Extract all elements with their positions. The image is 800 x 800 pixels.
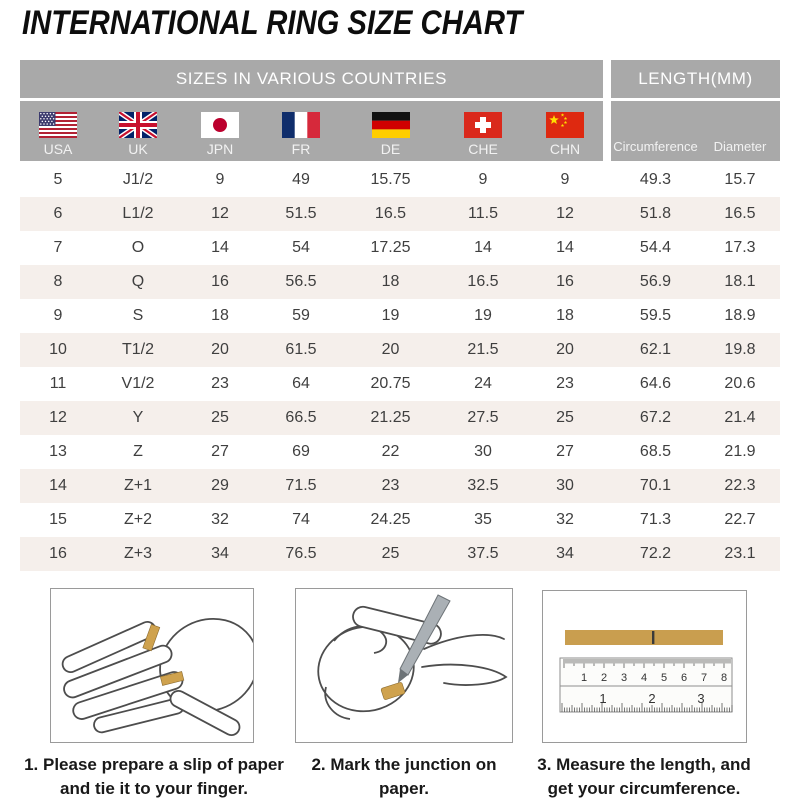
china-flag-icon <box>546 112 584 138</box>
ruler-inch-label: 2 <box>648 691 656 706</box>
col-header-circumference: Circumference <box>613 139 698 154</box>
cell-che: 30 <box>474 443 492 460</box>
country-column-chn <box>527 101 603 161</box>
country-columns <box>20 101 603 161</box>
cell-uk: Q <box>131 273 145 290</box>
cell-de: 25 <box>381 545 400 562</box>
cell-jpn: 27 <box>211 443 229 460</box>
cell-fr: 69 <box>292 443 310 460</box>
ruler-cm-label: 5 <box>660 672 668 684</box>
cell-uk: L1/2 <box>122 205 154 222</box>
cell-circumference: 56.9 <box>639 273 672 290</box>
cell-circumference: 68.5 <box>639 443 672 460</box>
table-row <box>20 401 780 435</box>
cell-che: 21.5 <box>467 341 499 358</box>
cell-chn: 30 <box>556 477 574 494</box>
cell-uk: O <box>131 239 145 256</box>
table-row <box>20 469 780 503</box>
cell-de: 16.5 <box>374 205 407 222</box>
cell-usa: 9 <box>53 307 63 324</box>
cell-uk: S <box>132 307 144 324</box>
table-row <box>20 503 780 537</box>
germany-flag-icon <box>372 112 410 138</box>
cell-chn: 32 <box>556 511 574 528</box>
cell-fr: 54 <box>292 239 310 256</box>
cell-usa: 10 <box>49 341 67 358</box>
page-title: INTERNATIONAL RING SIZE CHART <box>22 4 523 42</box>
country-column-fr <box>260 101 342 161</box>
cell-diameter: 22.7 <box>724 511 756 528</box>
cell-fr: 59 <box>292 307 310 324</box>
cell-usa: 11 <box>49 375 67 392</box>
cell-chn: 12 <box>556 205 574 222</box>
cell-diameter: 23.1 <box>724 545 756 562</box>
ruler-cm-label: 1 <box>580 672 588 684</box>
cell-circumference: 70.1 <box>639 477 672 494</box>
cell-uk: J1/2 <box>122 171 154 188</box>
cell-usa: 15 <box>49 511 67 528</box>
cell-che: 11.5 <box>468 205 498 222</box>
cell-uk: Z+1 <box>123 477 152 494</box>
cell-circumference: 59.5 <box>639 307 672 324</box>
cell-circumference: 62.1 <box>639 341 672 358</box>
cell-che: 35 <box>474 511 492 528</box>
country-label: UK <box>128 141 148 157</box>
cell-usa: 13 <box>49 443 67 460</box>
cell-uk: Z <box>133 443 143 460</box>
table-row <box>20 333 780 367</box>
cell-de: 19 <box>381 307 400 324</box>
flag-band-divider <box>603 101 611 161</box>
cell-de: 22 <box>381 443 400 460</box>
ruler-inch-label: 1 <box>599 691 607 706</box>
cell-chn: 34 <box>556 545 574 562</box>
country-label: CHE <box>468 141 498 157</box>
cell-jpn: 14 <box>211 239 229 256</box>
cell-chn: 16 <box>556 273 574 290</box>
country-column-jpn <box>180 101 260 161</box>
cell-che: 14 <box>474 239 492 256</box>
header-divider <box>603 60 611 98</box>
cell-fr: 66.5 <box>285 409 317 426</box>
switzerland-flag-icon <box>464 112 502 138</box>
flag-band <box>20 101 780 161</box>
country-label: CHN <box>549 141 581 157</box>
ruler-cm-label: 2 <box>600 672 608 684</box>
ruler-body <box>560 658 732 712</box>
japan-flag-icon <box>201 112 239 138</box>
cell-usa: 12 <box>49 409 67 426</box>
cell-fr: 51.5 <box>285 205 317 222</box>
cell-diameter: 16.5 <box>724 205 756 222</box>
cell-circumference: 64.6 <box>639 375 672 392</box>
ruler-cm-label: 4 <box>640 672 648 684</box>
cell-fr: 49 <box>292 171 310 188</box>
cell-usa: 6 <box>53 205 63 222</box>
country-label: USA <box>43 141 73 157</box>
cell-fr: 64 <box>292 375 310 392</box>
cell-fr: 61.5 <box>285 341 317 358</box>
france-flag-icon <box>282 112 320 138</box>
country-column-usa <box>20 101 96 161</box>
cell-de: 17.25 <box>370 239 411 256</box>
ruler-cm-label: 8 <box>720 672 728 684</box>
cell-usa: 7 <box>53 239 63 256</box>
ruler-cm-label: 3 <box>620 672 628 684</box>
cell-usa: 16 <box>49 545 67 562</box>
cell-diameter: 15.7 <box>724 171 756 188</box>
cell-che: 24 <box>474 375 492 392</box>
cell-fr: 74 <box>292 511 310 528</box>
header-length-mm: LENGTH(MM) <box>611 60 780 98</box>
cell-chn: 14 <box>556 239 574 256</box>
table-row <box>20 537 780 571</box>
cell-jpn: 9 <box>215 171 225 188</box>
ruler-illustration <box>543 591 746 742</box>
cell-jpn: 23 <box>211 375 229 392</box>
country-label: FR <box>291 141 311 157</box>
cell-jpn: 34 <box>211 545 229 562</box>
table-row <box>20 231 780 265</box>
hand-with-paper-slip-illustration <box>51 589 253 742</box>
table-row <box>20 197 780 231</box>
table-header-band <box>20 60 780 98</box>
cell-de: 15.75 <box>370 171 411 188</box>
cell-usa: 5 <box>53 171 63 188</box>
cell-diameter: 18.9 <box>724 307 756 324</box>
table-row <box>20 163 780 197</box>
cell-jpn: 16 <box>211 273 229 290</box>
cell-chn: 20 <box>556 341 574 358</box>
table-row <box>20 299 780 333</box>
cell-circumference: 51.8 <box>639 205 672 222</box>
col-header-diameter: Diameter <box>713 139 767 154</box>
cell-che: 32.5 <box>467 477 499 494</box>
cell-chn: 9 <box>560 171 570 188</box>
cell-che: 16.5 <box>467 273 499 290</box>
cell-de: 21.25 <box>370 409 411 426</box>
paper-mark <box>652 631 654 644</box>
cell-chn: 23 <box>556 375 574 392</box>
cell-chn: 25 <box>556 409 574 426</box>
figure-tie-paper <box>50 588 254 743</box>
cell-diameter: 21.9 <box>724 443 756 460</box>
cell-usa: 14 <box>49 477 67 494</box>
hands-marking-paper-illustration <box>296 589 512 742</box>
cell-de: 20 <box>381 341 400 358</box>
cell-che: 19 <box>474 307 492 324</box>
cell-chn: 18 <box>556 307 574 324</box>
ruler-cm-label: 6 <box>680 672 688 684</box>
header-sizes-countries: SIZES IN VARIOUS COUNTRIES <box>20 60 603 98</box>
cell-fr: 76.5 <box>285 545 317 562</box>
figure-mark-junction <box>295 588 513 743</box>
table-row <box>20 435 780 469</box>
cell-de: 18 <box>381 273 400 290</box>
ring-size-table <box>20 60 780 571</box>
country-column-che <box>439 101 527 161</box>
country-column-uk <box>96 101 180 161</box>
cell-circumference: 72.2 <box>639 545 672 562</box>
uk-flag-icon <box>119 112 157 138</box>
cell-jpn: 29 <box>211 477 229 494</box>
cell-fr: 71.5 <box>285 477 317 494</box>
country-label: JPN <box>206 141 234 157</box>
cell-usa: 8 <box>53 273 63 290</box>
cell-diameter: 17.3 <box>724 239 756 256</box>
cell-jpn: 12 <box>211 205 229 222</box>
cell-diameter: 20.6 <box>724 375 756 392</box>
cell-circumference: 54.4 <box>639 239 672 256</box>
cell-che: 9 <box>478 171 488 188</box>
cell-fr: 56.5 <box>285 273 317 290</box>
table-body <box>20 163 780 571</box>
cell-de: 20.75 <box>370 375 411 392</box>
country-label: DE <box>380 141 401 157</box>
cell-uk: Z+3 <box>123 545 152 562</box>
cell-che: 27.5 <box>467 409 499 426</box>
length-columns <box>611 101 780 161</box>
cell-de: 23 <box>381 477 400 494</box>
caption-step-2: 2. Mark the junction on paper. <box>311 755 497 798</box>
cell-diameter: 19.8 <box>724 341 756 358</box>
cell-uk: T1/2 <box>121 341 154 358</box>
cell-diameter: 21.4 <box>724 409 756 426</box>
ruler-inch-label: 3 <box>697 691 705 706</box>
caption-step-1: 1. Please prepare a slip of paper and tie it to your finger. <box>24 755 284 798</box>
cell-chn: 27 <box>556 443 574 460</box>
cell-de: 24.25 <box>370 511 411 528</box>
cell-uk: V1/2 <box>121 375 155 392</box>
cell-circumference: 71.3 <box>639 511 672 528</box>
paper-strip <box>565 630 723 645</box>
ruler-cm-label: 7 <box>700 672 708 684</box>
figure-measure-ruler <box>542 590 747 743</box>
cell-che: 37.5 <box>467 545 499 562</box>
cell-jpn: 32 <box>211 511 229 528</box>
cell-circumference: 49.3 <box>639 171 672 188</box>
table-row <box>20 265 780 299</box>
table-row <box>20 367 780 401</box>
usa-flag-icon <box>39 112 77 138</box>
cell-uk: Y <box>132 409 144 426</box>
cell-circumference: 67.2 <box>639 409 672 426</box>
cell-jpn: 20 <box>211 341 229 358</box>
cell-jpn: 25 <box>211 409 229 426</box>
cell-diameter: 22.3 <box>724 477 756 494</box>
cell-diameter: 18.1 <box>724 273 756 290</box>
caption-step-3: 3. Measure the length, and get your circumference. <box>537 755 751 798</box>
cell-uk: Z+2 <box>123 511 152 528</box>
country-column-de <box>342 101 439 161</box>
cell-jpn: 18 <box>211 307 229 324</box>
